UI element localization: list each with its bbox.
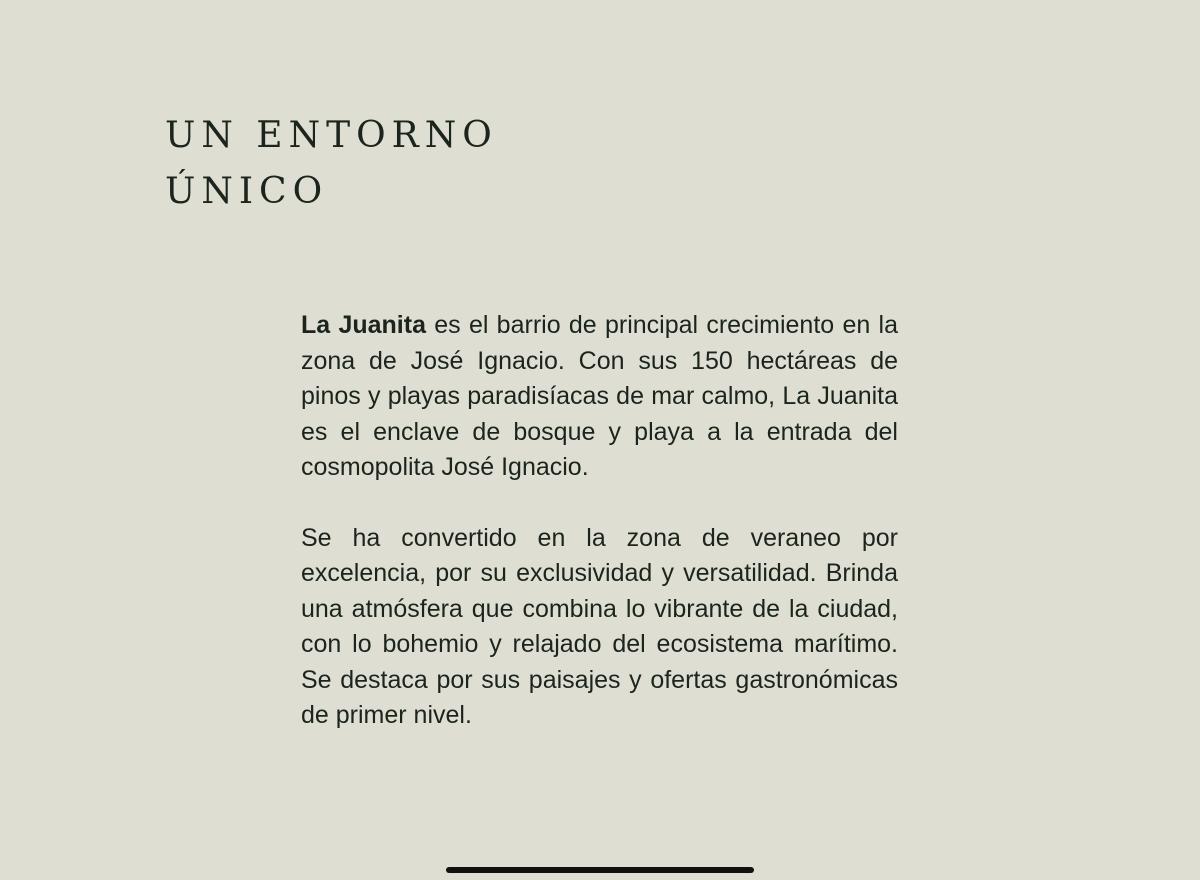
- section-title-line-2: ÚNICO: [165, 171, 329, 212]
- paragraph-1-text: es el barrio de principal crecimiento en la zona de José Ignacio. Con sus 150 hectáreas de pinos y playas paradisíacas de mar calmo, La Juanita es el enclave de bosque y playa a la entrada del cosmopolita José Ignacio.: [301, 311, 898, 481]
- home-indicator[interactable]: [446, 867, 754, 873]
- description: [301, 308, 898, 734]
- place-name-highlight: La Juanita: [301, 311, 426, 339]
- description-paragraph-1: [301, 308, 898, 486]
- section-title: [165, 108, 498, 220]
- section-title-line-1: UN ENTORNO: [165, 115, 498, 156]
- description-paragraph-2: Se ha convertido en la zona de veraneo por excelencia, por su exclusividad y versatilidad. Brinda una atmósfera que combina lo vibrante de la ciudad, con lo bohemio y relajado del ecosistema marítimo. Se destaca por sus paisajes y ofertas gastronómicas de primer nivel.: [301, 523, 898, 729]
